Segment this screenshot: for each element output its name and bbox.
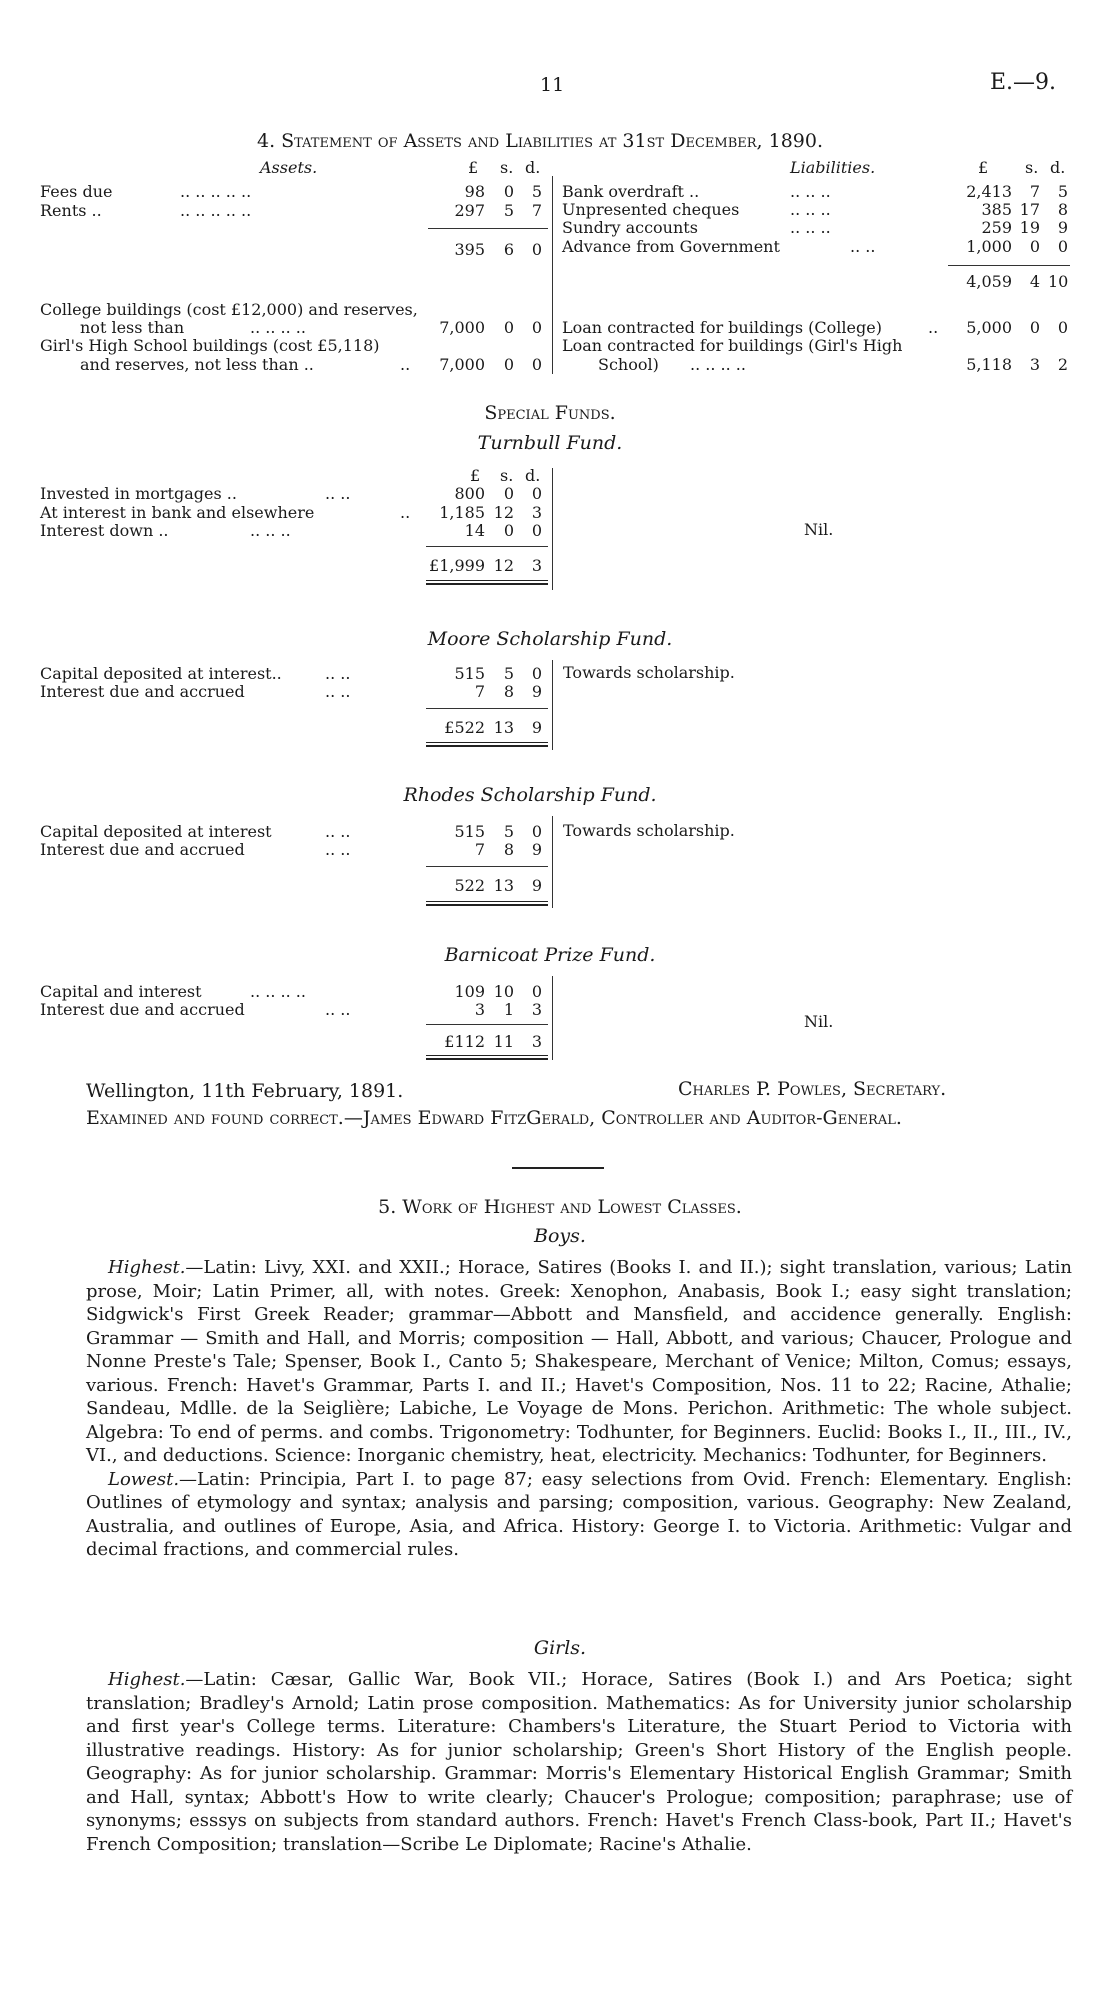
fund-divider <box>552 816 553 908</box>
girls-buildings-line1: Girl's High School buildings (cost £5,118) <box>40 336 380 355</box>
fund-total-rule <box>426 866 548 867</box>
section-rule <box>512 1167 604 1169</box>
liability-label: Unpresented cheques <box>562 200 740 219</box>
fund-total-double-rule <box>426 742 548 747</box>
turnbull-fund-title: Turnbull Fund. <box>477 432 623 454</box>
assets-subtotal-rule <box>428 228 548 229</box>
fund-liability-note: Nil. <box>804 1012 834 1031</box>
fund-total-double-rule <box>426 580 548 585</box>
girls-syllabus <box>86 1668 1072 1856</box>
col-pounds: £ <box>468 158 479 177</box>
col-shillings-liab: s. <box>1025 158 1039 177</box>
fund-divider <box>552 976 553 1060</box>
value-pence: 0 <box>531 664 542 683</box>
leader-dots: .. .. <box>325 484 351 503</box>
value-shillings: 0 <box>1029 318 1040 337</box>
col-pence: d. <box>525 158 541 177</box>
value-pounds: 4,059 <box>966 272 1012 291</box>
fund-liability-note: Nil. <box>804 520 834 539</box>
special-funds-title: Special Funds. <box>484 402 616 424</box>
value-pence: 5 <box>1057 182 1068 201</box>
value-shillings: 8 <box>503 682 514 701</box>
fund-row-label: At interest in bank and elsewhere <box>40 503 315 522</box>
statement-title: 4. Statement of Assets and Liabilities at 31st December, 1890. <box>256 130 823 152</box>
value-pounds: 515 <box>454 664 485 683</box>
value-shillings: 6 <box>503 240 514 259</box>
leader-dots: .. .. .. <box>790 200 831 219</box>
liabilities-heading: Liabilities. <box>790 158 876 177</box>
value-pence: 9 <box>531 718 542 737</box>
leader-dots: .. .. <box>325 840 351 859</box>
col-shillings: s. <box>500 158 514 177</box>
boys-lowest-label: Lowest. <box>108 1468 180 1490</box>
value-shillings: 1 <box>503 1000 514 1019</box>
value-shillings: 5 <box>503 201 514 220</box>
value-shillings: 11 <box>493 1032 514 1051</box>
loan-girls-line1: Loan contracted for buildings (Girl's High <box>562 336 903 355</box>
value-pence: 7 <box>531 201 542 220</box>
value-pence: 0 <box>1057 237 1068 256</box>
value-pounds: £1,999 <box>429 556 485 575</box>
leader-dots: .. .. <box>325 682 351 701</box>
col-pounds-liab: £ <box>978 158 989 177</box>
fund-total-double-rule <box>426 901 548 906</box>
loan-college-label: Loan contracted for buildings (College) <box>562 318 882 337</box>
col-pence: d. <box>525 466 541 485</box>
fund-divider <box>552 660 553 750</box>
value-pounds: 7 <box>474 840 485 859</box>
value-pence: 0 <box>531 355 542 374</box>
leader-dots: .. .. .. .. <box>690 355 746 374</box>
fund-row-label: Capital deposited at interest.. <box>40 664 282 683</box>
value-shillings: 0 <box>503 318 514 337</box>
college-buildings-line2: not less than <box>80 318 185 337</box>
loan-girls-line2: School) <box>598 355 659 374</box>
value-pounds: 2,413 <box>966 182 1012 201</box>
fund-divider <box>552 468 553 590</box>
value-pounds: 395 <box>454 240 485 259</box>
college-buildings-line1: College buildings (cost £12,000) and reserves, <box>40 300 418 319</box>
value-pence: 10 <box>1048 272 1069 291</box>
leader-dots: .. <box>400 503 411 522</box>
value-shillings: 0 <box>503 182 514 201</box>
boys-highest-label: Highest. <box>108 1257 186 1278</box>
boys-lowest-paragraph <box>86 1468 1072 1562</box>
leader-dots: .. .. <box>325 664 351 683</box>
value-shillings: 12 <box>493 503 514 522</box>
fund-liability-note: Towards scholarship. <box>563 663 735 682</box>
value-shillings: 19 <box>1019 218 1040 237</box>
value-pence: 9 <box>531 682 542 701</box>
value-pounds: 385 <box>981 200 1012 219</box>
value-shillings: 3 <box>1029 355 1040 374</box>
value-pence: 0 <box>1057 318 1068 337</box>
value-shillings: 13 <box>493 876 514 895</box>
page-number: 11 <box>540 74 565 96</box>
girls-buildings-line2: and reserves, not less than .. <box>80 355 314 374</box>
asset-label: Rents .. <box>40 201 102 220</box>
value-pence: 0 <box>531 982 542 1001</box>
value-pounds: £522 <box>444 718 485 737</box>
value-pence: 0 <box>531 484 542 503</box>
leader-dots: .. <box>400 355 411 374</box>
leader-dots: .. .. <box>850 237 876 256</box>
barnicoat-fund-title: Barnicoat Prize Fund. <box>444 944 656 966</box>
value-pounds: 14 <box>464 521 485 540</box>
rhodes-fund-title: Rhodes Scholarship Fund. <box>403 784 657 806</box>
value-shillings: 0 <box>503 521 514 540</box>
boys-highest-paragraph <box>86 1256 1072 1468</box>
leader-dots: .. <box>928 318 939 337</box>
value-shillings: 10 <box>493 982 514 1001</box>
value-pounds: 109 <box>454 982 485 1001</box>
leader-dots: .. .. <box>325 1000 351 1019</box>
value-pence: 3 <box>531 1032 542 1051</box>
fund-row-label: Interest due and accrued <box>40 1000 245 1019</box>
boys-lowest-text: —Latin: Principia, Part I. to page 87; easy selections from Ovid. French: Elementary. English: Outlines of etymology and syntax; analysis and parsing; composition, various. Geography: New Zealand, Australia, and outlines of Europe, Asia, and Africa. History: George I. to Victoria. Arithmetic: Vulgar and decimal fractions, and commercial rules. <box>86 1468 1072 1560</box>
liabilities-subtotal-rule <box>948 265 1070 266</box>
leader-dots: .. .. .. .. .. <box>180 182 252 201</box>
assets-heading: Assets. <box>260 158 318 177</box>
fund-liability-note: Towards scholarship. <box>563 821 735 840</box>
value-pounds: £112 <box>444 1032 485 1051</box>
liability-label: Bank overdraft .. <box>562 182 700 201</box>
fund-row-label: Interest due and accrued <box>40 682 245 701</box>
fund-row-label: Invested in mortgages .. <box>40 484 237 503</box>
value-pounds: 3 <box>474 1000 485 1019</box>
place-date: Wellington, 11th February, 1891. <box>86 1080 404 1102</box>
boys-syllabus <box>86 1256 1072 1562</box>
leader-dots: .. .. .. .. <box>250 982 306 1001</box>
value-pounds: 7,000 <box>439 318 485 337</box>
value-shillings: 12 <box>493 556 514 575</box>
col-shillings: s. <box>500 466 514 485</box>
value-pounds: 800 <box>454 484 485 503</box>
girls-highest-label: Highest. <box>108 1669 186 1690</box>
value-shillings: 4 <box>1029 272 1040 291</box>
value-pence: 9 <box>1057 218 1068 237</box>
value-pence: 9 <box>531 876 542 895</box>
value-pence: 0 <box>531 822 542 841</box>
value-shillings: 8 <box>503 840 514 859</box>
value-shillings: 5 <box>503 822 514 841</box>
secretary-signature: Charles P. Powles, Secretary. <box>678 1078 947 1100</box>
fund-row-label: Interest due and accrued <box>40 840 245 859</box>
value-pence: 0 <box>531 521 542 540</box>
liability-label: Sundry accounts <box>562 218 698 237</box>
value-pounds: 7 <box>474 682 485 701</box>
liability-label: Advance from Government <box>562 237 780 256</box>
girls-heading: Girls. <box>533 1637 587 1659</box>
value-shillings: 0 <box>1029 237 1040 256</box>
statement-divider <box>552 176 553 374</box>
value-pence: 2 <box>1057 355 1068 374</box>
boys-highest-text: —Latin: Livy, XXI. and XXII.; Horace, Satires (Books I. and II.); sight translation, various; Latin prose, Moir; Latin Primer, all, with notes. Greek: Xenophon, Anabasis, Book I.; easy sight translation; Sidgwick's First Greek Reader; grammar—Abbott and Mansfield, and accidence generally. English: Grammar — Smith and Hall, and Morris; composition — Hall, Abbott, and various; Chaucer, Prologue and Nonne Preste's Tale; Spenser, Book I., Canto 5; Shakespeare, Merchant of Venice; Milton, Comus; essays, various. French: Havet's Grammar, Parts I. and II.; Havet's Composition, Nos. 11 to 22; Racine, Athalie; Sandeau, Mdlle. de la Seiglière; Labiche, Le Voyage de Mons. Perichon. Arithmetic: The whole subject. Algebra: To end of perms. and combs. Trigonometry: Todhunter, for Beginners. Euclid: Books I., II., III., IV., VI., and deductions. Science: Inorganic chemistry, heat, electricity. Mechanics: Todhunter, for Beginners. <box>86 1257 1072 1466</box>
fund-total-rule <box>426 708 548 709</box>
value-pence: 3 <box>531 556 542 575</box>
value-pence: 5 <box>531 182 542 201</box>
fund-total-double-rule <box>426 1055 548 1060</box>
value-pounds: 7,000 <box>439 355 485 374</box>
value-pounds: 5,118 <box>966 355 1012 374</box>
value-shillings: 0 <box>503 484 514 503</box>
girls-highest-paragraph <box>86 1668 1072 1856</box>
fund-row-label: Interest down .. <box>40 521 169 540</box>
value-pence: 9 <box>531 840 542 859</box>
value-shillings: 7 <box>1029 182 1040 201</box>
value-pounds: 98 <box>464 182 485 201</box>
value-pence: 0 <box>531 240 542 259</box>
girls-highest-text: —Latin: Cæsar, Gallic War, Book VII.; Horace, Satires (Book I.) and Ars Poetica; sight translation; Bradley's Arnold; Latin prose composition. Mathematics: As for University junior scholarship and first year's College terms. Literature: Chambers's Literature, the Stuart Period to Victoria with illustrative readings. History: As for junior scholarship; Green's Short History of the English people. Geography: As for junior scholarship. Grammar: Morris's Elementary Historical English Grammar; Smith and Hall, syntax; Abbott's How to write clearly; Chaucer's Prologue; composition; paraphrase; use of synonyms; esssys on subjects from standard authors. French: Havet's French Class-book, Part II.; Havet's French Composition; translation—Scribe Le Diplomate; Racine's Athalie. <box>86 1669 1072 1855</box>
document-reference: E.—9. <box>990 70 1057 95</box>
fund-row-label: Capital and interest <box>40 982 202 1001</box>
value-pounds: 515 <box>454 822 485 841</box>
value-pence: 3 <box>531 503 542 522</box>
leader-dots: .. .. .. <box>790 182 831 201</box>
value-pence: 3 <box>531 1000 542 1019</box>
value-shillings: 0 <box>503 355 514 374</box>
value-pounds: 1,000 <box>966 237 1012 256</box>
value-shillings: 5 <box>503 664 514 683</box>
leader-dots: .. .. .. .. .. <box>180 201 252 220</box>
value-pounds: 259 <box>981 218 1012 237</box>
auditor-certification: Examined and found correct.—James Edward FitzGerald, Controller and Auditor-General. <box>86 1107 902 1129</box>
fund-total-rule <box>426 1024 548 1025</box>
work-title: 5. Work of Highest and Lowest Classes. <box>378 1196 742 1218</box>
asset-label: Fees due <box>40 182 113 201</box>
value-pounds: 1,185 <box>439 503 485 522</box>
leader-dots: .. .. .. <box>250 521 291 540</box>
value-pence: 0 <box>531 318 542 337</box>
value-shillings: 13 <box>493 718 514 737</box>
value-pounds: 5,000 <box>966 318 1012 337</box>
value-pounds: 522 <box>454 876 485 895</box>
fund-row-label: Capital deposited at interest <box>40 822 272 841</box>
fund-total-rule <box>426 546 548 547</box>
leader-dots: .. .. .. .. <box>250 318 306 337</box>
col-pounds: £ <box>470 466 481 485</box>
value-pounds: 297 <box>454 201 485 220</box>
value-pence: 8 <box>1057 200 1068 219</box>
leader-dots: .. .. <box>325 822 351 841</box>
boys-heading: Boys. <box>534 1225 586 1247</box>
leader-dots: .. .. .. <box>790 218 831 237</box>
value-shillings: 17 <box>1019 200 1040 219</box>
col-pence-liab: d. <box>1050 158 1066 177</box>
moore-fund-title: Moore Scholarship Fund. <box>427 628 673 650</box>
